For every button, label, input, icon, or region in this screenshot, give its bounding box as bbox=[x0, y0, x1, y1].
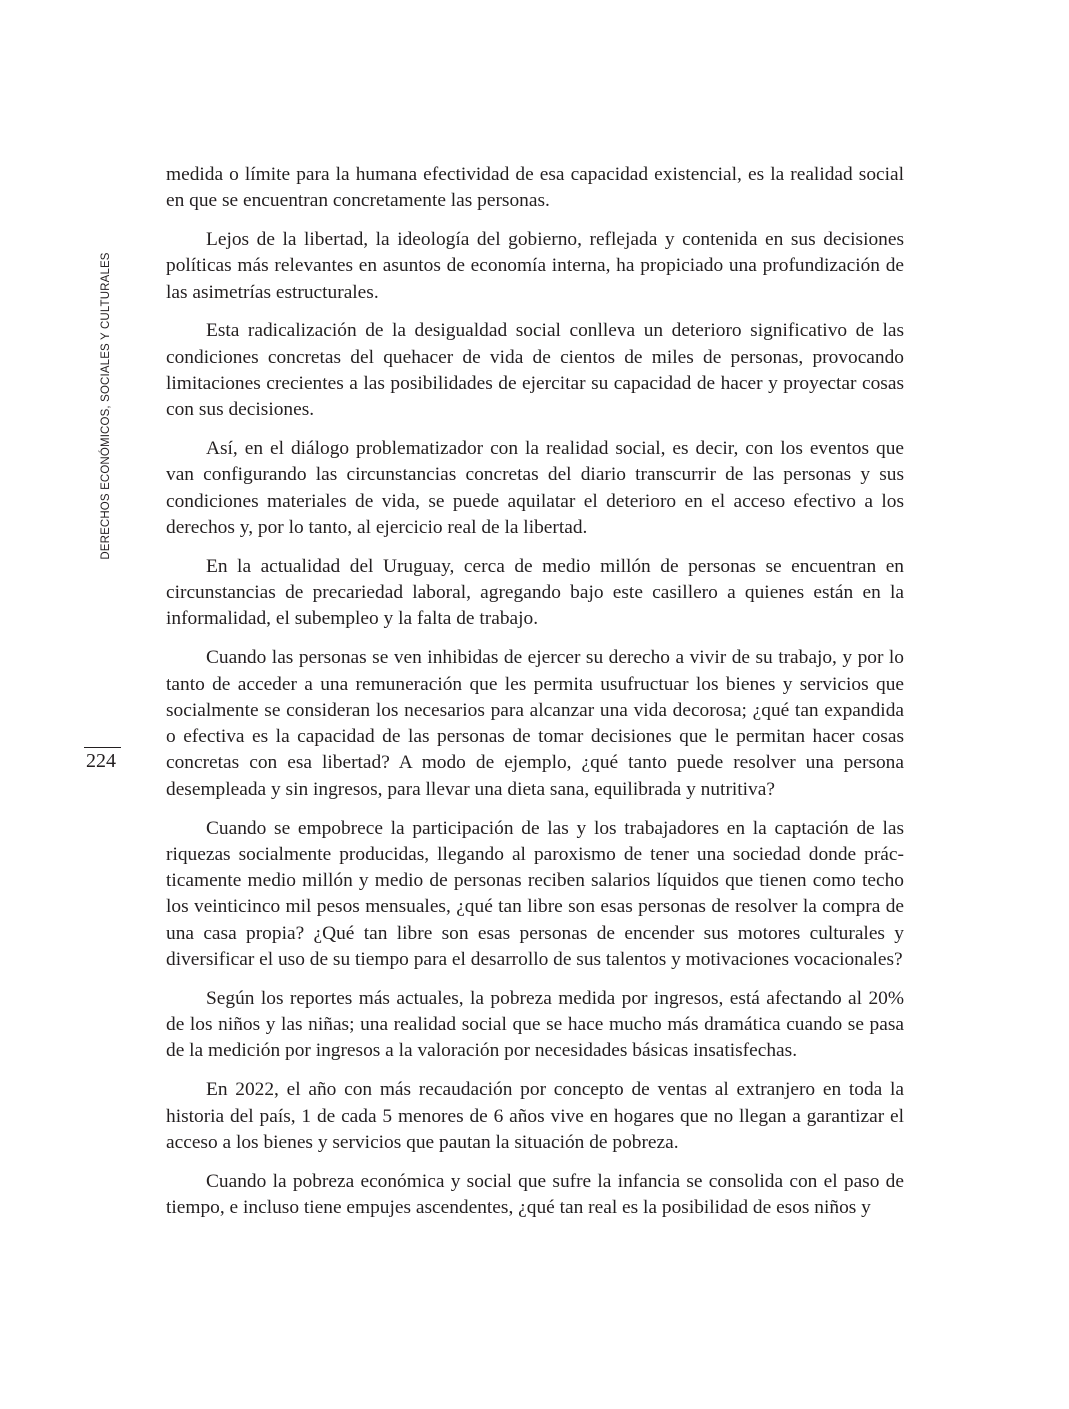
page-number: 224 bbox=[86, 750, 116, 772]
paragraph: En 2022, el año con más recaudación por concepto de ventas al extranjero en toda la historia del país, 1 de cada 5 menores de 6 años vive en hogares que no llegan a garantizar el acceso a los bienes y servicios que pautan la situación de pobreza. bbox=[166, 1079, 904, 1153]
paragraph: Cuando las personas se ven inhibidas de ejercer su derecho a vivir de su trabajo, y por lo tanto de acceder a una remuneración que les permita usufructuar los bienes y servicios que socialmente se consideran los necesarios para alcanzar una vida decorosa; ¿qué tan expandida o efectiva es la capacidad de las personas de tomar decisiones que le permitan hacer cosas concretas con esa libertad? A modo de ejemplo, ¿qué tanto puede resolver una persona desempleada y sin ingresos, para llevar una dieta sana, equilibrada y nutritiva? bbox=[166, 647, 904, 800]
running-header: DERECHOS ECONÓMICOS, SOCIALES Y CULTURALES bbox=[100, 252, 112, 560]
paragraph: En la actualidad del Uruguay, cerca de medio millón de personas se encuentran en circunstancias de precariedad laboral, agregando bajo este casillero a quienes están en la informalidad, el subempleo y la falta de trabajo. bbox=[166, 555, 904, 630]
paragraph: Cuando se empobrece la participación de las y los trabajadores en la captación de las riquezas socialmente producidas, llegando al paroxismo de tener una sociedad donde prácticamente medio millón y medio de personas reciben salarios líquidos que tienen como techo los veinticinco mil pesos mensuales, ¿qué tan libre son esas personas de resolver la compra de una casa propia? ¿Qué tan libre son esas personas de encender sus motores culturales y diversificar el uso de su tiempo para el desarrollo de sus talentos y motivaciones vocacionales? bbox=[166, 817, 904, 971]
paragraph: Cuando la pobreza económica y social que sufre la infancia se consolida con el paso de tiempo, e incluso tiene empujes ascendentes, ¿qué tan real es la posibilidad de esos niños y bbox=[166, 1170, 904, 1218]
paragraph: Según los reportes más actuales, la pobreza medida por ingresos, está afectando al 20% de los niños y las niñas; una realidad social que se hace mucho más dramática cuando se pasa de la medición por ingresos a la valoración por necesidades básicas insatisfechas. bbox=[166, 987, 904, 1062]
paragraph: Esta radicalización de la desigualdad social conlleva un deterioro significativo de las condiciones concretas del quehacer de vida de cientos de miles de personas, provocando limitaciones crecientes a las posibilidades de ejercitar su capacidad de hacer y proyectar cosas con sus decisiones. bbox=[166, 320, 904, 421]
body-text bbox=[166, 162, 904, 1234]
paragraph: Así, en el diálogo problematizador con la realidad social, es decir, con los eventos que van configurando las circunstancias concretas del diario transcurrir de las personas y sus condiciones materiales de vida, se puede aquilatar el deterioro en el acceso efectivo a los derechos y, por lo tanto, al ejercicio real de la libertad. bbox=[166, 438, 904, 539]
paragraph: medida o límite para la humana efectividad de esa capacidad existencial, es la realidad social en que se encuentran concretamente las personas. bbox=[166, 164, 904, 212]
paragraph: Lejos de la libertad, la ideología del gobierno, reflejada y contenida en sus decisiones políticas más relevantes en asuntos de economía interna, ha propiciado una profundización de las asimetrías estructurales. bbox=[166, 229, 904, 303]
